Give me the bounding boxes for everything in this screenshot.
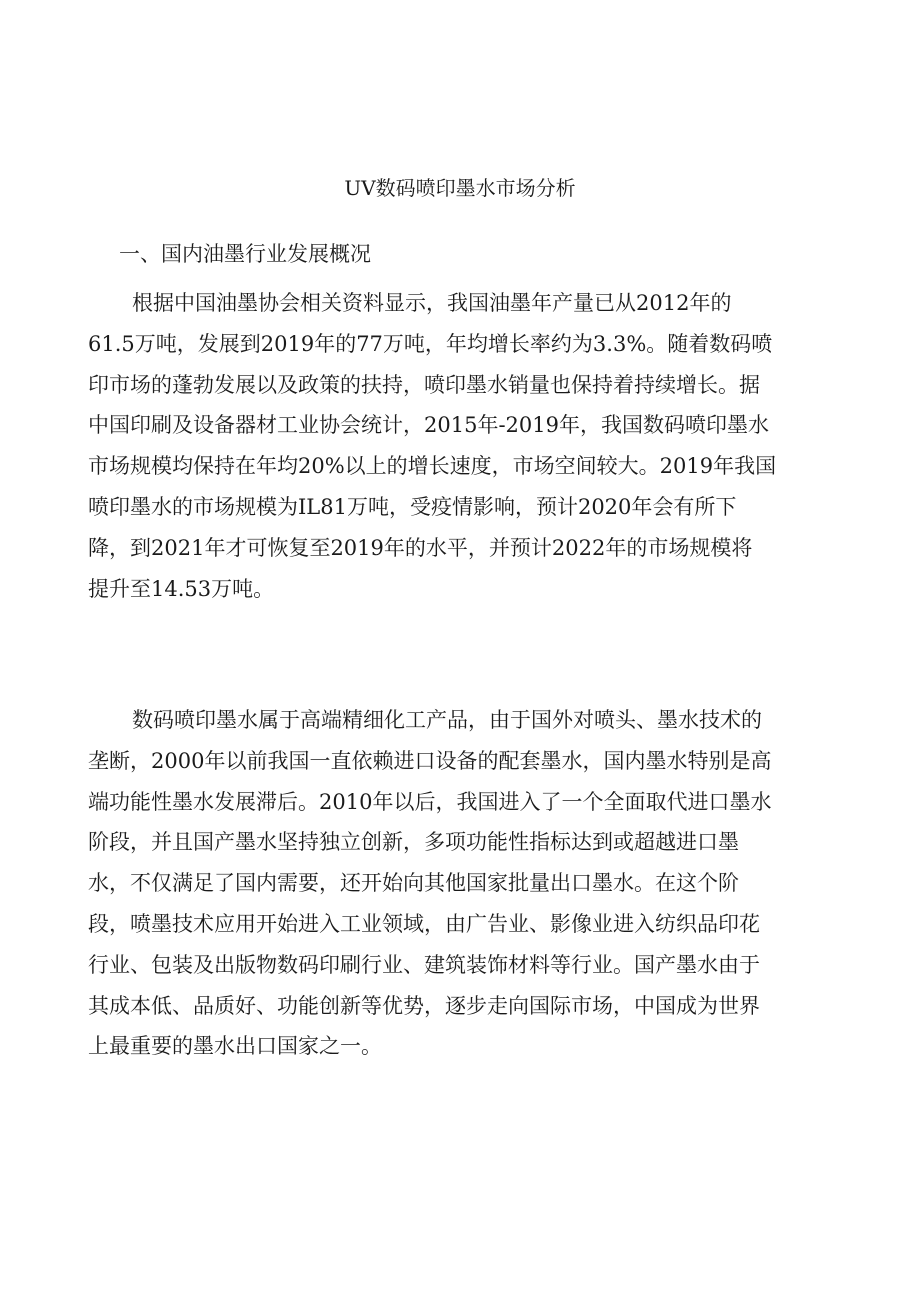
paragraph-line: 垄断，2000年以前我国一直依赖进口设备的配套墨水，国内墨水特别是高 <box>88 748 772 773</box>
section-heading: 一、国内油墨行业发展概况 <box>119 242 371 266</box>
paragraph-line: 根据中国油墨协会相关资料显示，我国油墨年产量已从2012年的 <box>132 291 732 315</box>
paragraph-line: 端功能性墨水发展滞后。2010年以后，我国进入了一个全面取代进口墨水 <box>88 789 772 814</box>
paragraph-line: 行业、包装及出版物数码印刷行业、建筑装饰材料等行业。国产墨水由于 <box>88 952 760 977</box>
paragraph-line: 降，到2021年才可恢复至2019年的水平，并预计2022年的市场规模将 <box>88 535 753 560</box>
paragraph-line: 印市场的蓬勃发展以及政策的扶持，喷印墨水销量也保持着持续增长。据 <box>88 372 760 397</box>
paragraph-line: 61.5万吨，发展到2019年的77万吨，年均增长率约为3.3%。随着数码喷 <box>88 331 773 356</box>
paragraph-line: 中国印刷及设备器材工业协会统计，2015年-2019年，我国数码喷印墨水 <box>88 413 769 438</box>
paragraph-market-growth <box>88 283 838 609</box>
paragraph-line: 上最重要的墨水出口国家之一。 <box>88 1034 382 1059</box>
paragraph-line: 喷印墨水的市场规模为IL81万吨，受疫情影响，预计2020年会有所下 <box>88 494 737 519</box>
paragraph-line: 市场规模均保持在年均20%以上的增长速度，市场空间较大。2019年我国 <box>88 454 777 479</box>
paragraph-line: 段，喷墨技术应用开始进入工业领域，由广告业、影像业进入纺织品印花 <box>88 911 760 936</box>
paragraph-line: 水，不仅满足了国内需要，还开始向其他国家批量出口墨水。在这个阶 <box>88 871 739 896</box>
paragraph-line: 其成本低、品质好、功能创新等优势，逐步走向国际市场，中国成为世界 <box>88 993 760 1018</box>
paragraph-line: 提升至14.53万吨。 <box>88 576 275 601</box>
paragraph-line: 数码喷印墨水属于高端精细化工产品，由于国外对喷头、墨水技术的 <box>132 708 762 732</box>
paragraph-industry-development <box>88 700 838 1067</box>
paragraph-line: 阶段，并且国产墨水坚持独立创新，多项功能性指标达到或超越进口墨 <box>88 830 739 855</box>
document-title: UV数码喷印墨水市场分析 <box>344 176 576 200</box>
